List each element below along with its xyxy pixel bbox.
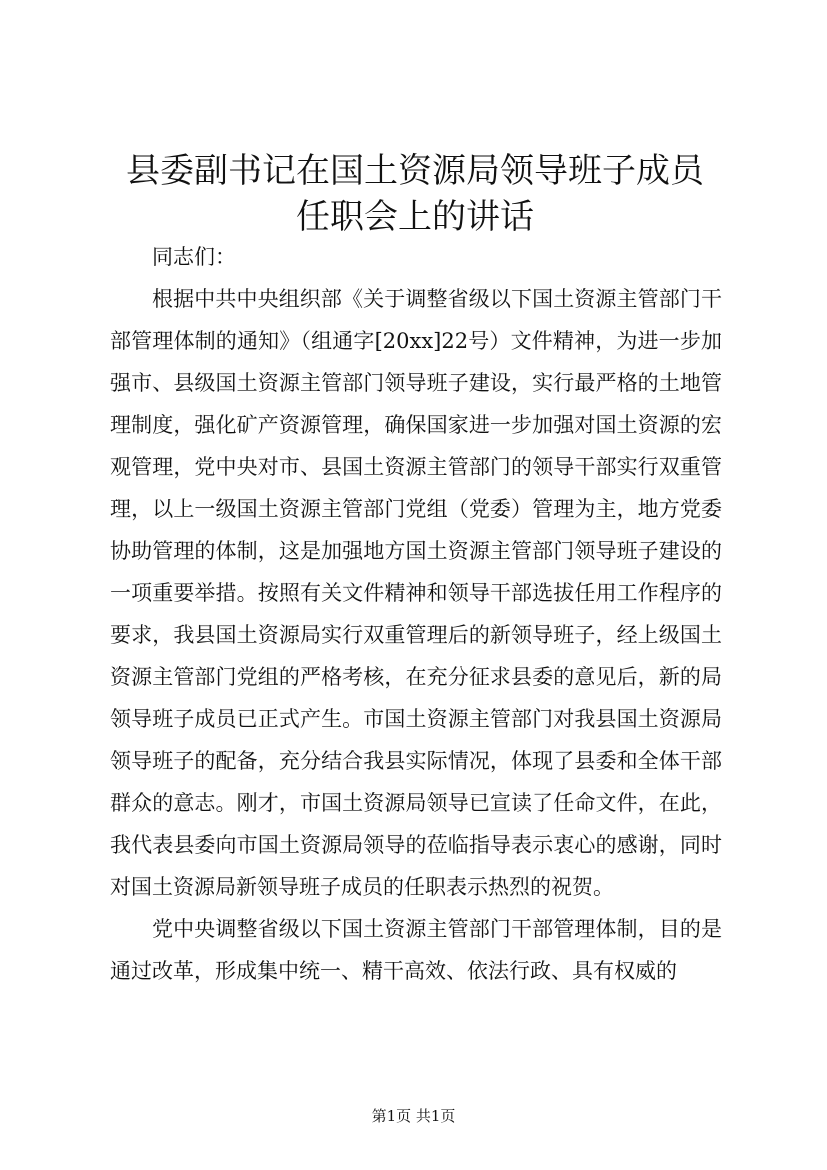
document-body — [110, 236, 722, 992]
body-paragraph-1: 根据中共中央组织部《关于调整省级以下国土资源主管部门干部管理体制的通知》（组通字[20xx]22号）文件精神，为进一步加强市、县级国土资源主管部门领导班子建设，实行最严格的土地管理制度，强化矿产资源管理，确保国家进一步加强对国土资源的宏观管理，党中央对市、县国土资源主管部门的领导干部实行双重管理，以上一级国土资源主管部门党组（党委）管理为主，地方党委协助管理的体制，这是加强地方国土资源主管部门领导班子建设的一项重要举措。按照有关文件精神和领导干部选拔任用工作程序的要求，我县国土资源局实行双重管理后的新领导班子，经上级国土资源主管部门党组的严格考核，在充分征求县委的意见后，新的局领导班子成员已正式产生。市国土资源主管部门对我县国土资源局领导班子的配备，充分结合我县实际情况，体现了县委和全体干部群众的意志。刚才，市国土资源局领导已宣读了任命文件，在此，我代表县委向市国土资源局领导的莅临指导表示衷心的感谢，同时对国土资源局新领导班子成员的任职表示热烈的祝贺。 — [110, 287, 722, 899]
salutation-paragraph: 同志们： — [152, 245, 236, 269]
body-paragraph-2: 党中央调整省级以下国土资源主管部门干部管理体制，目的是通过改革，形成集中统一、精干高效、依法行政、具有权威的 — [110, 917, 722, 983]
document-title: 县委副书记在国土资源局领导班子成员任职会上的讲话 — [126, 151, 704, 237]
page-footer: 第1页 共1页 — [371, 1107, 456, 1125]
